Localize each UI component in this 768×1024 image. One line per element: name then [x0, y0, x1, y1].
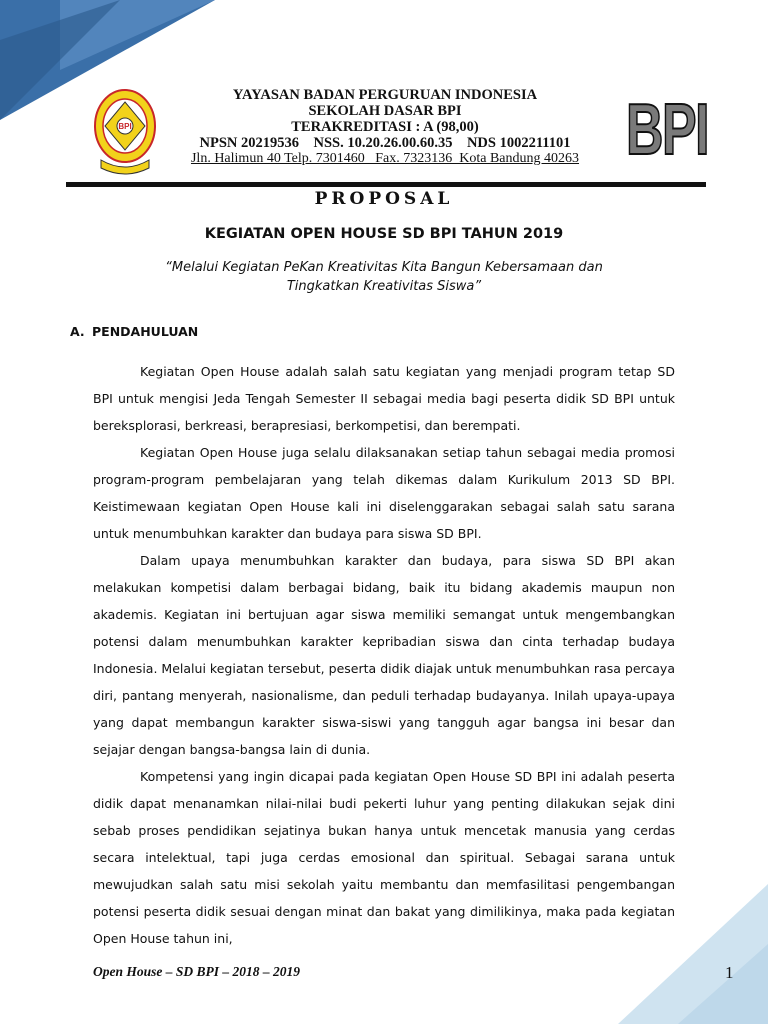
letterhead — [160, 87, 610, 167]
paragraph: Kegiatan Open House juga selalu dilaksanakan setiap tahun sebagai media promosi program-program pembelajaran yang telah dikemas dalam Kurikulum 2013 SD BPI. Keistimewaan kegiatan Open House kali ini diselenggarakan sebagai salah satu sarana untuk menumbuhkan karakter dan budaya para siswa SD BPI. — [93, 445, 675, 541]
accreditation: TERAKREDITASI : A (98,00) — [291, 119, 479, 135]
page-number: 1 — [725, 963, 734, 982]
section-number: A. — [70, 324, 85, 339]
motto-line-2: Tingkatkan Kreativitas Siswa” — [286, 279, 482, 294]
document-subtitle: KEGIATAN OPEN HOUSE SD BPI TAHUN 2019 — [204, 226, 564, 242]
logo-text: BPI — [118, 122, 132, 131]
brand-mark: BPI — [626, 90, 709, 170]
paragraph: Kompetensi yang ingin dicapai pada kegiatan Open House SD BPI ini adalah peserta didik dapat menanamkan nilai-nilai budi pekerti luhur yang penting dilakukan sejak dini sebab proses pendidikan sejatinya bukan hanya untuk mencetak manusia yang cerdas secara intelektual, tapi juga cerdas emosional dan spiritual. Sebagai sarana untuk mewujudkan salah satu misi sekolah yaitu membantu dan memfasilitasi pengembangan potensi peserta didik sesuai dengan minat dan bakat yang dimilikinya, maka pada kegiatan Open House tahun ini, — [93, 769, 675, 946]
foundation-name: YAYASAN BADAN PERGURUAN INDONESIA — [232, 87, 538, 103]
paragraph: Dalam upaya menumbuhkan karakter dan budaya, para siswa SD BPI akan melakukan kompetisi dalam berbagai bidang, baik itu bidang akademis maupun non akademis. Kegiatan ini bertujuan agar siswa memiliki semangat untuk mengembangkan potensi dalam menumbuhkan karakter kepribadian siswa dan cinta terhadap budaya Indonesia. Melalui kegiatan tersebut, peserta didik diajak untuk menumbuhkan rasa percaya diri, pantang menyerah, nasionalisme, dan peduli terhadap budayanya. Inilah upaya-upaya yang dapat membangun karakter siswa-siswi yang tangguh agar bangsa ini besar dan sejajar dengan bangsa-bangsa lain di dunia. — [93, 553, 675, 757]
section-title: PENDAHULUAN — [92, 324, 199, 339]
paragraph: Kegiatan Open House adalah salah satu kegiatan yang menjadi program tetap SD BPI untuk mengisi Jeda Tengah Semester II sebagai media bagi peserta didik SD BPI untuk bereksplorasi, berkreasi, berapresiasi, berkompetisi, dan berempati. — [93, 364, 675, 433]
letterhead-rule — [66, 182, 706, 187]
section-heading — [70, 324, 198, 339]
motto-line-1: “Melalui Kegiatan PeKan Kreativitas Kita Bangun Kebersamaan dan — [165, 260, 603, 275]
school-ids: NPSN 20219536 NSS. 10.20.26.00.60.35 NDS 1002211101 — [199, 135, 571, 151]
document-title: PROPOSAL — [314, 189, 454, 209]
section-body — [93, 358, 675, 952]
page-footer: Open House – SD BPI – 2018 – 2019 — [93, 964, 301, 979]
school-name: SEKOLAH DASAR BPI — [308, 103, 462, 119]
school-logo — [93, 88, 157, 178]
document-motto — [140, 258, 628, 296]
school-address: Jln. Halimun 40 Telp. 7301460 Fax. 7323136 Kota Bandung 40263 — [190, 151, 580, 166]
